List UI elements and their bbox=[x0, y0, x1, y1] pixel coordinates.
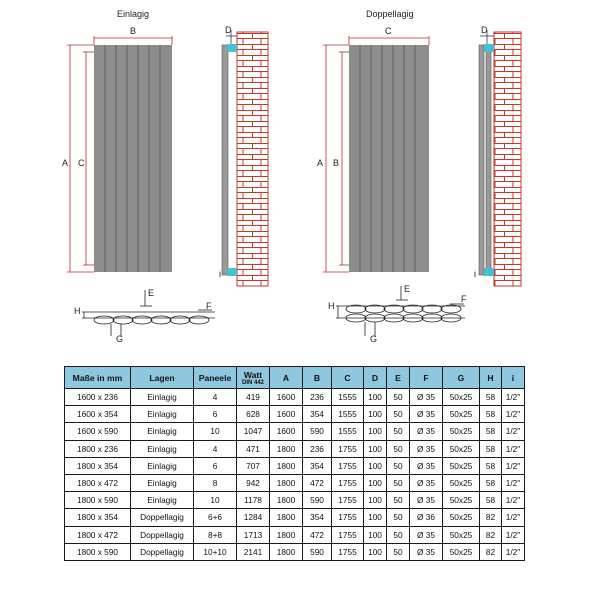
cell-e: 50 bbox=[387, 457, 410, 474]
cell-f: Ø 36 bbox=[410, 509, 443, 526]
cell-d: 100 bbox=[364, 457, 387, 474]
cell-b: 354 bbox=[303, 457, 332, 474]
cell-a: 1800 bbox=[270, 457, 303, 474]
cell-e: 50 bbox=[387, 543, 410, 560]
table-row bbox=[65, 474, 525, 491]
table-row bbox=[65, 389, 525, 406]
double-layer-title: Doppellagig bbox=[366, 9, 414, 19]
cell-c: 1755 bbox=[332, 543, 364, 560]
cell-h: 58 bbox=[480, 440, 502, 457]
header-layers: Lagen bbox=[131, 367, 194, 389]
cell-f: Ø 35 bbox=[410, 440, 443, 457]
cell-panels: 10+10 bbox=[194, 543, 237, 560]
cell-size: 1600 x 236 bbox=[65, 389, 131, 406]
cell-b: 354 bbox=[303, 509, 332, 526]
cell-watt: 1047 bbox=[237, 423, 270, 440]
cell-panels: 6 bbox=[194, 457, 237, 474]
cell-d: 100 bbox=[364, 406, 387, 423]
cell-e: 50 bbox=[387, 492, 410, 509]
cell-b: 236 bbox=[303, 440, 332, 457]
cell-i: 1/2" bbox=[502, 474, 525, 491]
cell-d: 100 bbox=[364, 509, 387, 526]
cell-layers: Einlagig bbox=[131, 492, 194, 509]
cell-a: 1800 bbox=[270, 526, 303, 543]
cell-g: 50x25 bbox=[443, 492, 480, 509]
cell-c: 1555 bbox=[332, 406, 364, 423]
double-label-a: A bbox=[317, 158, 324, 168]
cell-f: Ø 35 bbox=[410, 389, 443, 406]
cell-e: 50 bbox=[387, 423, 410, 440]
cell-c: 1755 bbox=[332, 440, 364, 457]
cell-g: 50x25 bbox=[443, 543, 480, 560]
cell-f: Ø 35 bbox=[410, 457, 443, 474]
cell-d: 100 bbox=[364, 440, 387, 457]
cell-b: 590 bbox=[303, 543, 332, 560]
cell-b: 472 bbox=[303, 474, 332, 491]
cell-d: 100 bbox=[364, 389, 387, 406]
cell-f: Ø 35 bbox=[410, 526, 443, 543]
cell-c: 1755 bbox=[332, 509, 364, 526]
cell-h: 82 bbox=[480, 509, 502, 526]
double-label-g: G bbox=[370, 334, 378, 344]
cell-b: 354 bbox=[303, 406, 332, 423]
double-label-i: i bbox=[474, 269, 476, 279]
cell-c: 1555 bbox=[332, 389, 364, 406]
cell-i: 1/2" bbox=[502, 509, 525, 526]
cell-d: 100 bbox=[364, 474, 387, 491]
cell-i: 1/2" bbox=[502, 543, 525, 560]
cell-panels: 8+8 bbox=[194, 526, 237, 543]
cell-b: 236 bbox=[303, 389, 332, 406]
cell-a: 1800 bbox=[270, 474, 303, 491]
single-label-e: E bbox=[148, 288, 155, 298]
cell-a: 1600 bbox=[270, 423, 303, 440]
single-label-h: H bbox=[74, 306, 81, 316]
cell-size: 1800 x 354 bbox=[65, 509, 131, 526]
cell-layers: Doppellagig bbox=[131, 526, 194, 543]
cell-layers: Einlagig bbox=[131, 406, 194, 423]
single-label-g: G bbox=[116, 334, 124, 344]
cell-i: 1/2" bbox=[502, 457, 525, 474]
single-wall bbox=[237, 32, 268, 286]
cell-d: 100 bbox=[364, 492, 387, 509]
cell-h: 58 bbox=[480, 406, 502, 423]
cell-watt: 707 bbox=[237, 457, 270, 474]
specs-table bbox=[64, 366, 525, 561]
cell-size: 1600 x 354 bbox=[65, 406, 131, 423]
cell-i: 1/2" bbox=[502, 440, 525, 457]
cell-i: 1/2" bbox=[502, 526, 525, 543]
double-label-d: D bbox=[481, 25, 488, 35]
single-layer-title: Einlagig bbox=[117, 9, 150, 19]
cell-g: 50x25 bbox=[443, 406, 480, 423]
cell-d: 100 bbox=[364, 423, 387, 440]
table-header-row bbox=[65, 367, 525, 389]
cell-watt: 471 bbox=[237, 440, 270, 457]
cell-g: 50x25 bbox=[443, 509, 480, 526]
cell-h: 82 bbox=[480, 543, 502, 560]
cell-d: 100 bbox=[364, 543, 387, 560]
cell-layers: Einlagig bbox=[131, 440, 194, 457]
header-c: C bbox=[332, 367, 364, 389]
cell-a: 1800 bbox=[270, 543, 303, 560]
cell-panels: 6 bbox=[194, 406, 237, 423]
cell-size: 1800 x 354 bbox=[65, 457, 131, 474]
single-label-i: i bbox=[219, 269, 221, 279]
double-label-h: H bbox=[328, 301, 335, 311]
cell-i: 1/2" bbox=[502, 389, 525, 406]
cell-g: 50x25 bbox=[443, 423, 480, 440]
cell-a: 1600 bbox=[270, 406, 303, 423]
header-e: E bbox=[387, 367, 410, 389]
cell-panels: 6+6 bbox=[194, 509, 237, 526]
cell-watt: 2141 bbox=[237, 543, 270, 560]
cell-g: 50x25 bbox=[443, 457, 480, 474]
cell-f: Ø 35 bbox=[410, 474, 443, 491]
cell-h: 58 bbox=[480, 492, 502, 509]
single-radiator-front bbox=[94, 45, 172, 272]
table-row bbox=[65, 492, 525, 509]
cell-e: 50 bbox=[387, 526, 410, 543]
cell-h: 58 bbox=[480, 474, 502, 491]
header-g: G bbox=[443, 367, 480, 389]
single-label-a: A bbox=[62, 158, 69, 168]
cell-size: 1800 x 236 bbox=[65, 440, 131, 457]
double-label-b: B bbox=[333, 158, 340, 168]
cell-c: 1755 bbox=[332, 457, 364, 474]
table-row bbox=[65, 423, 525, 440]
cell-e: 50 bbox=[387, 474, 410, 491]
cell-watt: 942 bbox=[237, 474, 270, 491]
cell-g: 50x25 bbox=[443, 440, 480, 457]
cell-c: 1755 bbox=[332, 492, 364, 509]
cell-size: 1800 x 472 bbox=[65, 474, 131, 491]
cell-e: 50 bbox=[387, 389, 410, 406]
single-label-f: F bbox=[206, 301, 212, 311]
cell-layers: Einlagig bbox=[131, 457, 194, 474]
cell-layers: Einlagig bbox=[131, 389, 194, 406]
cell-e: 50 bbox=[387, 406, 410, 423]
single-label-d: D bbox=[225, 25, 232, 35]
double-radiator-front bbox=[349, 45, 429, 272]
cell-watt: 1178 bbox=[237, 492, 270, 509]
header-f: F bbox=[410, 367, 443, 389]
cell-h: 58 bbox=[480, 389, 502, 406]
cell-g: 50x25 bbox=[443, 389, 480, 406]
header-size: Maße in mm bbox=[65, 367, 131, 389]
double-label-c: C bbox=[385, 26, 392, 36]
cell-e: 50 bbox=[387, 440, 410, 457]
header-b: B bbox=[303, 367, 332, 389]
header-watt-label: Watt bbox=[243, 369, 263, 380]
header-a: A bbox=[270, 367, 303, 389]
cell-layers: Doppellagig bbox=[131, 543, 194, 560]
table-row bbox=[65, 509, 525, 526]
table-body bbox=[65, 389, 525, 561]
cell-a: 1600 bbox=[270, 389, 303, 406]
cell-layers: Doppellagig bbox=[131, 509, 194, 526]
cell-g: 50x25 bbox=[443, 526, 480, 543]
cell-h: 82 bbox=[480, 526, 502, 543]
cell-panels: 4 bbox=[194, 389, 237, 406]
cell-size: 1600 x 590 bbox=[65, 423, 131, 440]
cell-layers: Einlagig bbox=[131, 423, 194, 440]
cell-f: Ø 35 bbox=[410, 543, 443, 560]
cell-d: 100 bbox=[364, 526, 387, 543]
double-label-e: E bbox=[404, 284, 411, 294]
cell-panels: 10 bbox=[194, 423, 237, 440]
cell-watt: 419 bbox=[237, 389, 270, 406]
header-d: D bbox=[364, 367, 387, 389]
cell-e: 50 bbox=[387, 509, 410, 526]
cell-b: 590 bbox=[303, 423, 332, 440]
cell-b: 590 bbox=[303, 492, 332, 509]
table-row bbox=[65, 440, 525, 457]
cell-f: Ø 35 bbox=[410, 492, 443, 509]
cell-i: 1/2" bbox=[502, 423, 525, 440]
table-row bbox=[65, 543, 525, 560]
header-panels: Paneele bbox=[194, 367, 237, 389]
cell-h: 58 bbox=[480, 457, 502, 474]
header-watt-sub: DIN 442 bbox=[241, 379, 264, 386]
cell-g: 50x25 bbox=[443, 474, 480, 491]
double-label-f: F bbox=[461, 294, 467, 304]
cell-size: 1800 x 590 bbox=[65, 492, 131, 509]
cell-a: 1800 bbox=[270, 509, 303, 526]
table-row bbox=[65, 406, 525, 423]
cell-layers: Einlagig bbox=[131, 474, 194, 491]
cell-panels: 8 bbox=[194, 474, 237, 491]
cell-watt: 1713 bbox=[237, 526, 270, 543]
cell-panels: 4 bbox=[194, 440, 237, 457]
cell-a: 1800 bbox=[270, 492, 303, 509]
header-i: i bbox=[502, 367, 525, 389]
cell-c: 1555 bbox=[332, 423, 364, 440]
header-watt bbox=[237, 367, 270, 389]
cell-a: 1800 bbox=[270, 440, 303, 457]
single-label-b: B bbox=[130, 26, 137, 36]
cell-watt: 1284 bbox=[237, 509, 270, 526]
cell-i: 1/2" bbox=[502, 406, 525, 423]
cell-watt: 628 bbox=[237, 406, 270, 423]
double-top-view bbox=[336, 286, 465, 336]
header-h: H bbox=[480, 367, 502, 389]
single-radiator-side bbox=[222, 44, 237, 276]
cell-f: Ø 35 bbox=[410, 406, 443, 423]
cell-h: 58 bbox=[480, 423, 502, 440]
cell-c: 1755 bbox=[332, 526, 364, 543]
cell-size: 1800 x 472 bbox=[65, 526, 131, 543]
cell-c: 1755 bbox=[332, 474, 364, 491]
double-wall bbox=[494, 32, 521, 286]
double-radiator-side bbox=[479, 44, 494, 276]
table-row bbox=[65, 526, 525, 543]
cell-f: Ø 35 bbox=[410, 423, 443, 440]
cell-size: 1800 x 590 bbox=[65, 543, 131, 560]
table-row bbox=[65, 457, 525, 474]
single-label-c: C bbox=[78, 158, 85, 168]
cell-i: 1/2" bbox=[502, 492, 525, 509]
cell-panels: 10 bbox=[194, 492, 237, 509]
cell-b: 472 bbox=[303, 526, 332, 543]
